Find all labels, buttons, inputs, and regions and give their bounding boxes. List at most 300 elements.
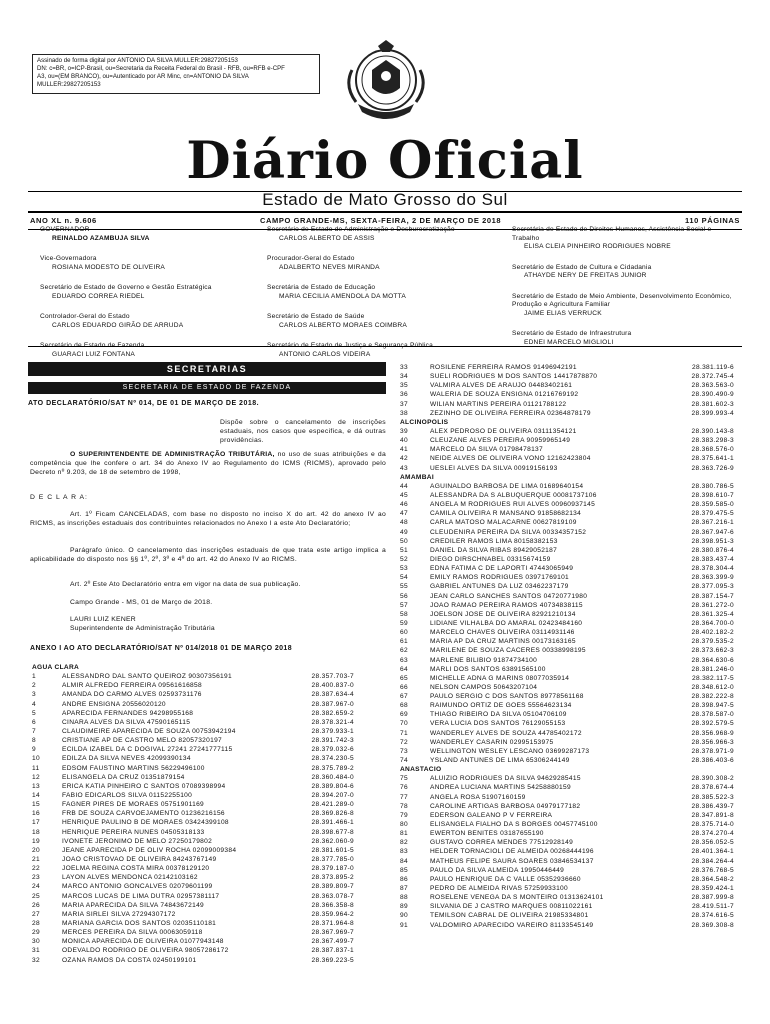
row-number: 51 [400, 546, 408, 554]
row-number: 59 [400, 619, 408, 627]
row-number: 90 [400, 912, 408, 920]
state-registration: 28.377.785-0 [311, 855, 354, 863]
table-row [32, 901, 354, 910]
taxpayer-name: WANDERLEY CASARIN 02995153975 [430, 738, 554, 746]
table-row [400, 482, 734, 491]
state-registration: 28.363.726-9 [691, 464, 734, 472]
state-registration: 28.356.052-5 [691, 839, 734, 847]
row-number: 11 [32, 764, 40, 772]
state-registration: 28.389.809-7 [311, 883, 354, 891]
row-number: 46 [400, 501, 408, 509]
table-row [32, 800, 354, 809]
taxpayer-name: WALERIA DE SOUZA ENSIGNA 01216769192 [430, 391, 579, 399]
table-row [32, 910, 354, 919]
row-number: 21 [32, 855, 40, 863]
table-row [400, 546, 734, 555]
state-registration: 28.364.700-0 [691, 619, 734, 627]
official-entry [40, 284, 260, 301]
row-number: 57 [400, 601, 408, 609]
official-entry [267, 255, 497, 272]
table-row [400, 866, 734, 875]
state-registration: 28.383.298-3 [691, 437, 734, 445]
table-row [32, 736, 354, 745]
taxpayer-name: PAULO HENRIQUE DA C VALLE 05352936660 [430, 875, 581, 883]
row-number: 70 [400, 720, 408, 728]
signer-title: Superintendente de Administração Tributária [70, 625, 215, 632]
table-row [32, 690, 354, 699]
taxpayer-name: NELSON CAMPOS 50643207104 [430, 683, 538, 691]
state-registration: 28.391.466-1 [311, 819, 354, 827]
official-name: ATHAYDE NERY DE FREITAS JUNIOR [524, 272, 647, 279]
state-registration: 28.399.993-4 [691, 409, 734, 417]
taxpayer-name: FRB DE SOUZA CARVOEJAMENTO 01236216156 [62, 810, 225, 818]
row-number: 22 [32, 865, 40, 873]
table-row [400, 729, 734, 738]
state-registration: 28.402.182-2 [691, 629, 734, 637]
row-number: 12 [32, 773, 40, 781]
official-entry [267, 226, 497, 243]
row-number: 16 [32, 810, 40, 818]
state-registration: 28.385.522-3 [691, 793, 734, 801]
row-number: 55 [400, 583, 408, 591]
row-number: 58 [400, 610, 408, 618]
taxpayer-name: PEDRO DE ALMEIDA RIVAS 57259933100 [430, 885, 568, 893]
state-registration: 28.380.876-4 [691, 546, 734, 554]
state-registration: 28.369.223-5 [311, 956, 354, 964]
taxpayer-name: JOAO CRISTOVAO DE OLIVEIRA 84243767149 [62, 855, 217, 863]
table-row [32, 672, 354, 681]
row-number: 76 [400, 784, 408, 792]
state-registration: 28.381.602-3 [691, 400, 734, 408]
state-registration: 28.398.951-3 [691, 537, 734, 545]
taxpayer-name: MONICA APARECIDA DE OLIVEIRA 01077943148 [62, 938, 224, 946]
official-role: Secretário de Estado de Administração e Desburocratização [267, 226, 455, 233]
taxpayer-name: MARIA AP DA CRUZ MARTINS 00173163165 [430, 638, 576, 646]
table-row [32, 919, 354, 928]
state-registration: 28.386.439-7 [691, 802, 734, 810]
taxpayer-name: THIAGO RIBEIRO DA SILVA 05104706109 [430, 711, 567, 719]
table-row [400, 719, 734, 728]
state-registration: 28.369.308-8 [691, 921, 734, 929]
taxpayer-name: MARCOS LUCAS DE LIMA DUTRA 02957381117 [62, 892, 220, 900]
official-role: Vice-Governadora [40, 255, 97, 262]
official-role: Secretário de Estado de Infraestrutura [512, 330, 632, 337]
official-name: EDNEI MARCELO MIGLIOLI [524, 338, 614, 346]
table-row [32, 946, 354, 955]
state-registration: 28.398.947-5 [691, 702, 734, 710]
declara: D E C L A R A: [30, 494, 88, 501]
table-row [400, 884, 734, 893]
taxpayer-name: YSLAND ANTUNES DE LIMA 65306244149 [430, 757, 570, 765]
masthead-title: Diário Oficial [186, 131, 584, 191]
state-registration: 28.376.768-5 [691, 866, 734, 874]
table-row [400, 902, 734, 911]
row-number: 18 [32, 828, 40, 836]
table-row [400, 610, 734, 619]
table-row [32, 882, 354, 891]
table-row [400, 893, 734, 902]
table-row [400, 564, 734, 573]
row-number: 63 [400, 656, 408, 664]
taxpayer-name: MARCELO CHAVES OLIVEIRA 03114931146 [430, 629, 575, 637]
row-number: 23 [32, 874, 40, 882]
official-role: Controlador-Geral do Estado [40, 313, 130, 320]
state-registration: 28.387.154-7 [691, 592, 734, 600]
table-row [400, 656, 734, 665]
table-row [400, 592, 734, 601]
taxpayer-name: VERA LUCIA DOS SANTOS 76129055153 [430, 720, 566, 728]
taxpayer-name: LAYON ALVES MENDONCA 02142103162 [62, 874, 198, 882]
taxpayer-name: HENRIQUE PAULINO B DE MORAES 03424399108 [62, 819, 229, 827]
state-registration: 28.383.437-4 [691, 555, 734, 563]
table-row [400, 436, 734, 445]
taxpayer-name: MARIA SIRLEI SILVA 27294307172 [62, 910, 176, 918]
row-number: 19 [32, 837, 40, 845]
table-row [400, 774, 734, 783]
row-number: 41 [400, 446, 408, 454]
state-registration: 28.356.968-9 [691, 729, 734, 737]
row-number: 53 [400, 565, 408, 573]
section-subheading: SECRETARIA DE ESTADO DE FAZENDA [28, 382, 386, 394]
state-registration: 28.361.272-0 [691, 601, 734, 609]
row-number: 87 [400, 885, 408, 893]
state-coat-of-arms-icon [338, 40, 434, 130]
table-row [400, 555, 734, 564]
paragrafo-unico: Parágrafo único. O cancelamento das inscrições estaduais de que trata este artigo implica a aplicabilidade do disposto nos §§ 1º, 2º, 3º e 4º do art. 42 do Anexo IV ao RICMS. [30, 547, 386, 563]
table-row [400, 363, 734, 372]
taxpayer-name: IVONETE JERONIMO DE MELO 27250179802 [62, 837, 213, 845]
row-number: 25 [32, 892, 40, 900]
table-row [32, 956, 354, 965]
row-number: 5 [32, 709, 36, 717]
table-row [400, 802, 734, 811]
row-number: 20 [32, 846, 40, 854]
state-registration: 28.359.964-2 [311, 910, 354, 918]
row-number: 45 [400, 491, 408, 499]
taxpayer-name: AGUINALDO BARBOSA DE LIMA 01689640154 [430, 482, 584, 490]
table-row [400, 692, 734, 701]
row-number: 29 [32, 929, 40, 937]
row-number: 7 [32, 727, 36, 735]
official-name: ANTONIO CARLOS VIDEIRA [279, 350, 371, 358]
row-number: 30 [32, 938, 40, 946]
taxpayer-name: NEIDE ALVES DE OLIVEIRA VONO 12162423804 [430, 455, 591, 463]
row-number: 80 [400, 821, 408, 829]
state-registration: 28.375.641-1 [691, 455, 734, 463]
state-registration: 28.359.585-0 [691, 501, 734, 509]
table-row [32, 791, 354, 800]
table-row [400, 921, 734, 930]
row-number: 38 [400, 409, 408, 417]
table-row [400, 665, 734, 674]
table-row [32, 773, 354, 782]
state-registration: 28.387.999-8 [691, 894, 734, 902]
state-registration: 28.375.789-2 [311, 764, 354, 772]
table-row [32, 782, 354, 791]
row-number: 34 [400, 373, 408, 381]
table-row [32, 837, 354, 846]
row-number: 81 [400, 830, 408, 838]
row-number: 1 [32, 673, 36, 681]
taxpayer-name: ODEVALDO RODRIGO DE OLIVEIRA 98057286172 [62, 947, 229, 955]
taxpayer-name: OZANA RAMOS DA COSTA 02450199101 [62, 956, 197, 964]
state-registration: 28.382.222-8 [691, 693, 734, 701]
table-row [400, 811, 734, 820]
signer-name: LAURI LUIZ KENER [70, 616, 136, 623]
taxpayer-name: JEAN CARLO SANCHES SANTOS 04720771980 [430, 592, 588, 600]
taxpayer-name: ANGELA M RODRIGUES RUI ALVES 00960937145 [430, 501, 596, 509]
row-number: 69 [400, 711, 408, 719]
taxpayer-name: ANDREA LUCIANA MARTINS 54258880159 [430, 784, 571, 792]
state-registration: 28.394.207-0 [311, 791, 354, 799]
row-number: 50 [400, 537, 408, 545]
state-registration: 28.369.826-8 [311, 810, 354, 818]
taxpayer-name: FAGNER PIRES DE MORAES 05751901169 [62, 801, 205, 809]
official-name: ADALBERTO NEVES MIRANDA [279, 263, 380, 271]
taxpayer-name: MARCO ANTONIO GONCALVES 02079601199 [62, 883, 213, 891]
row-number: 52 [400, 555, 408, 563]
taxpayer-name: ANDRE ENSIGNA 20556020120 [62, 700, 166, 708]
table-row [400, 518, 734, 527]
state-registration: 28.347.891-8 [691, 811, 734, 819]
table-row [400, 573, 734, 582]
state-registration: 28.379.032-6 [311, 746, 354, 754]
table-row [400, 674, 734, 683]
taxpayer-name: CINARA ALVES DA SILVA 47590165115 [62, 718, 191, 726]
table-row [400, 637, 734, 646]
state-registration: 28.390.143-8 [691, 427, 734, 435]
state-registration: 28.398.677-8 [311, 828, 354, 836]
row-number: 84 [400, 857, 408, 865]
table-row [400, 464, 734, 473]
official-role: Secretário de Estado de Fazenda [40, 342, 145, 349]
taxpayer-name: EWERTON BENITES 03187655190 [430, 830, 544, 838]
table-row [400, 409, 734, 418]
state-registration: 28.384.264-4 [691, 857, 734, 865]
official-name: EDUARDO CORREA RIEDEL [52, 292, 145, 300]
official-role: GOVERNADOR [40, 226, 90, 233]
official-role: Secretário de Estado de Governo e Gestão Estratégica [40, 284, 212, 291]
table-row [400, 783, 734, 792]
row-number: 65 [400, 674, 408, 682]
table-row [32, 745, 354, 754]
row-number: 33 [400, 364, 408, 371]
table-row [32, 727, 354, 736]
table-row [32, 873, 354, 882]
taxpayer-name: MARLENE BILIBIO 91874734100 [430, 656, 538, 664]
official-entry [512, 330, 740, 347]
taxpayer-name: GABRIEL ANTUNES DA LUZ 03462237179 [430, 583, 569, 591]
stamp-line: Assinado de forma digital por ANTONIO DA SILVA MULLER:29827205153 [37, 57, 238, 64]
table-row [400, 500, 734, 509]
table-row [400, 683, 734, 692]
official-role: Secretário de Estado de Meio Ambiente, Desenvolvimento Econômico, Produção e Agricultura Familiar [512, 292, 732, 308]
state-registration: 28.367.499-7 [311, 938, 354, 946]
table-row [400, 628, 734, 637]
officials-column-2 [267, 226, 497, 371]
state-registration: 28.373.662-3 [691, 647, 734, 655]
taxpayer-name: ALEX PEDROSO DE OLIVEIRA 03111354121 [430, 427, 577, 435]
taxpayer-name: WILIAN MARTINS PEREIRA 01121788122 [430, 400, 567, 408]
taxpayer-name: WANDERLEY ALVES DE SOUZA 44785402172 [430, 729, 582, 737]
taxpayer-name: FABIO EDICARLOS SILVA 01152255100 [62, 791, 193, 799]
official-name: CARLOS ALBERTO MORAES COIMBRA [279, 321, 407, 329]
state-registration: 28.378.971-9 [691, 747, 734, 755]
row-number: 71 [400, 729, 408, 737]
ementa: Dispõe sobre o cancelamento de inscrições estaduais, nos casos que especifica, e dá outras providências. [220, 419, 386, 444]
row-number: 86 [400, 875, 408, 883]
place-date: Campo Grande - MS, 01 de Março de 2018. [70, 599, 213, 606]
article-1: Art. 1º Ficam CANCELADAS, com base no disposto no inciso X do art. 42 do anexo IV ao RICMS, as inscrições estaduais dos contribuintes relacionados no Anexo I a este Ato Declaratório; [30, 511, 386, 527]
preamble [30, 451, 386, 477]
table-row [400, 911, 734, 920]
taxpayer-name: ALUIZIO RODRIGUES DA SILVA 94629285415 [430, 775, 581, 783]
row-number: 9 [32, 746, 36, 754]
row-number: 66 [400, 683, 408, 691]
row-number: 26 [32, 901, 40, 909]
state-registration: 28.378.587-0 [691, 711, 734, 719]
official-name: CARLOS EDUARDO GIRÃO DE ARRUDA [52, 321, 184, 329]
issue-number: ANO XL n. 9.606 [30, 216, 97, 225]
taxpayer-name: ZEZINHO DE OLIVEIRA FERREIRA 02364878179 [430, 409, 591, 417]
taxpayer-name: CREDILER RAMOS LIMA 80158382153 [430, 537, 558, 545]
taxpayer-name: ALMIR ALFREDO FERREIRA 09561616858 [62, 682, 202, 690]
state-registration: 28.421.289-0 [311, 801, 354, 809]
state-registration: 28.348.612-0 [691, 683, 734, 691]
table-row [400, 875, 734, 884]
row-number: 83 [400, 848, 408, 856]
taxpayer-name: VALMIRA ALVES DE ARAUJO 04483402161 [430, 382, 573, 390]
table-row [32, 809, 354, 818]
taxpayer-name: VALDOMIRO APARECIDO VAREIRO 81133545149 [430, 921, 594, 929]
taxpayer-name: ELISANGELA DA CRUZ 01351879154 [62, 773, 185, 781]
state-registration: 28.375.714-0 [691, 821, 734, 829]
taxpayer-name: ANGELA ROSA 51907160159 [430, 793, 526, 801]
table-row [32, 937, 354, 946]
state-registration: 28.374.616-5 [691, 912, 734, 920]
taxpayer-name: MICHELLE ADNA G MARINS 08077035914 [430, 674, 570, 682]
state-registration: 28.362.060-9 [311, 837, 354, 845]
table-row [32, 764, 354, 773]
taxpayer-name: EDSOM FAUSTINO MARTINS 56229496100 [62, 764, 205, 772]
table-row [32, 681, 354, 690]
row-number: 88 [400, 894, 408, 902]
state-registration: 28.401.364-1 [691, 848, 734, 856]
table-row [400, 619, 734, 628]
table-row [400, 445, 734, 454]
row-number: 2 [32, 682, 36, 690]
row-number: 60 [400, 629, 408, 637]
state-registration: 28.379.933-1 [311, 727, 354, 735]
table-row [400, 756, 734, 765]
table-row [400, 509, 734, 518]
table-row [400, 857, 734, 866]
row-number: 42 [400, 455, 408, 463]
official-name: GUARACI LUIZ FONTANA [52, 350, 136, 358]
row-number: 73 [400, 747, 408, 755]
official-entry [40, 313, 260, 330]
stamp-line: DN: c=BR, o=ICP-Brasil, ou=Secretaria da Receita Federal do Brasil - RFB, ou=RFB e-CPF [37, 65, 285, 72]
table-row [400, 427, 734, 436]
table-row [32, 700, 354, 709]
official-entry [512, 293, 740, 319]
state-registration: 28.373.895-2 [311, 874, 354, 882]
row-number: 36 [400, 391, 408, 399]
state-registration: 28.359.424-1 [691, 885, 734, 893]
state-registration: 28.381.601-5 [311, 846, 354, 854]
state-registration: 28.380.786-5 [691, 482, 734, 490]
taxpayer-name: JOAO RAMAO PEREIRA RAMOS 40734838115 [430, 601, 583, 609]
row-number: 82 [400, 839, 408, 847]
row-number: 64 [400, 665, 408, 673]
official-name: JAIME ELIAS VERRUCK [524, 309, 602, 317]
row-number: 68 [400, 702, 408, 710]
taxpayer-name: MERCES PEREIRA DA SILVA 00063059118 [62, 929, 203, 937]
taxpayer-name: DANIEL DA SILVA RIBAS 89429052187 [430, 546, 558, 554]
state-registration: 28.400.837-0 [311, 682, 354, 690]
row-number: 48 [400, 519, 408, 527]
taxpayer-name: EMILY RAMOS RODRIGUES 03971769101 [430, 574, 570, 582]
official-name: CARLOS ALBERTO DE ASSIS [279, 234, 375, 242]
row-number: 31 [32, 947, 40, 955]
row-number: 72 [400, 738, 408, 746]
row-number: 27 [32, 910, 40, 918]
state-registration: 28.390.308-2 [691, 775, 734, 783]
edition-date: CAMPO GRANDE-MS, SEXTA-FEIRA, 2 DE MARÇO DE 2018 [260, 216, 502, 225]
row-number: 85 [400, 866, 408, 874]
table-row [32, 846, 354, 855]
row-number: 75 [400, 775, 408, 783]
official-name: REINALDO AZAMBUJA SILVA [52, 234, 150, 242]
official-role: Secretário de Estado de Cultura e Cidadania [512, 263, 652, 271]
stamp-line: A3, ou=(EM BRANCO), ou=Autenticado por AR Minc, cn=ANTONIO DA SILVA [37, 73, 249, 80]
state-registration: 28.381.119-6 [692, 364, 734, 371]
taxpayer-name: CAMILA OLIVEIRA R MANSANO 91858682134 [430, 510, 582, 518]
row-number: 35 [400, 382, 408, 390]
state-registration: 28.360.484-0 [311, 773, 354, 781]
officials-column-1 [40, 226, 260, 371]
state-registration: 28.363.563-0 [691, 382, 734, 390]
state-registration: 28.379.535-2 [691, 638, 734, 646]
row-number: 62 [400, 647, 408, 655]
table-row [32, 718, 354, 727]
state-registration: 28.374.270-4 [691, 830, 734, 838]
state-registration: 28.366.358-8 [311, 901, 354, 909]
municipality-heading: ANASTACIO [400, 766, 442, 774]
taxpayer-name: JOELSON JOSE DE OLIVEIRA 82921210134 [430, 610, 576, 618]
table-row [32, 864, 354, 873]
table-row [400, 747, 734, 756]
taxpayer-name: MARLI DOS SANTOS 63891565100 [430, 665, 546, 673]
taxpayer-name: EDERSON GALEANO P V FERREIRA [430, 811, 553, 819]
official-entry [512, 226, 740, 252]
table-row [400, 454, 734, 463]
state-registration: 28.419.511-7 [692, 903, 734, 911]
row-number: 40 [400, 437, 408, 445]
taxpayer-name: CAROLINE ARTIGAS BARBOSA 04979177182 [430, 802, 581, 810]
taxpayer-name: GUSTAVO CORREA MENDES 77512928149 [430, 839, 574, 847]
table-row [400, 372, 734, 381]
state-registration: 28.371.964-8 [311, 919, 354, 927]
taxpayer-name: PAULO SERGIO C DOS SANTOS 89778561168 [430, 693, 584, 701]
officials-column-3 [512, 226, 740, 359]
table-row [32, 928, 354, 937]
taxpayer-name: ALESSANDRO DAL SANTO QUEIROZ 90307356191 [62, 673, 232, 681]
state-registration: 28.381.246-0 [691, 665, 734, 673]
state-registration: 28.356.966-3 [691, 738, 734, 746]
ato-title: ATO DECLARATÓRIO/SAT Nº 014, DE 01 DE MARÇO DE 2018. [28, 400, 260, 407]
taxpayer-name: ELISANGELA FIALHO DA S BORGES 00457745100 [430, 821, 598, 829]
